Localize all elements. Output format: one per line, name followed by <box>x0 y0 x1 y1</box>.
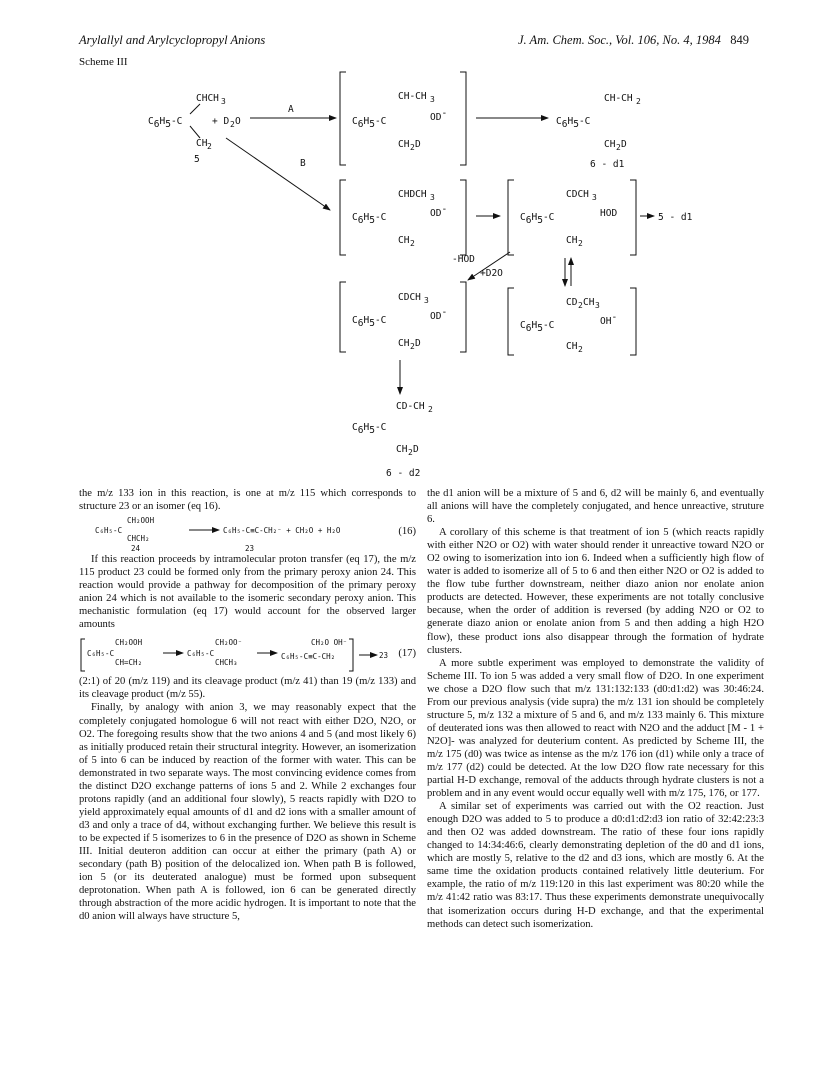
intermediate-cdoch3 <box>340 282 466 352</box>
svg-text:CH: CH <box>398 235 410 246</box>
path-b-label: B <box>300 158 306 169</box>
path-a-label: A <box>288 104 294 115</box>
svg-text:HOD: HOD <box>600 208 618 219</box>
svg-text:CHCH₃: CHCH₃ <box>215 658 238 668</box>
svg-text:2: 2 <box>207 142 212 151</box>
svg-text:C₆H₅-C: C₆H₅-C <box>187 649 215 659</box>
svg-text:CDCH: CDCH <box>398 292 421 303</box>
svg-text:CH₂OOH: CH₂OOH <box>127 516 155 526</box>
label-5-d1: 5 - d1 <box>658 212 693 223</box>
svg-text:CH: CH <box>604 139 616 150</box>
svg-text:CHDCH: CHDCH <box>398 189 427 200</box>
svg-text:CD: CD <box>566 297 578 308</box>
svg-text:CH: CH <box>566 235 578 246</box>
svg-text:C₆H₅-C: C₆H₅-C <box>95 526 123 536</box>
svg-text:CH₂O OH⁻: CH₂O OH⁻ <box>311 638 348 648</box>
equation-17-structures <box>79 635 389 675</box>
svg-text:CH: CH <box>583 297 595 308</box>
label-6-d1: 6 - d1 <box>590 159 625 170</box>
svg-text:3: 3 <box>424 296 429 305</box>
svg-text:3: 3 <box>430 193 435 202</box>
svg-text:CH=CH₂: CH=CH₂ <box>115 658 143 668</box>
equation-16-number: (16) <box>398 526 416 538</box>
svg-text:CH: CH <box>398 139 410 150</box>
svg-text:D: D <box>415 338 421 349</box>
structure-6-d2 <box>352 401 433 457</box>
paragraph: the m/z 133 ion in this reaction, is one at m/z 115 which corresponds to structure 23 or an isomer (eq 16). <box>79 488 416 513</box>
page-number: 849 <box>730 33 749 47</box>
paragraph: If this reaction proceeds by intramolecular proton transfer (eq 17), the m/z 115 product 23 could be formed only from the primary peroxy anion 24. This reaction would provide a pathway for decomposition of the primary peroxy anion 24 which is not available to the isomeric secondary peroxy anion. This mechanistic formulation (eq 17) would account for the observed larger amounts <box>79 554 416 631</box>
svg-text:CHCH: CHCH <box>196 93 219 104</box>
svg-text:CHCH₂: CHCH₂ <box>127 534 150 544</box>
scheme-label: Scheme III <box>79 56 128 68</box>
svg-text:CH₂OO⁻: CH₂OO⁻ <box>215 638 243 648</box>
eq17-product-label: 23 <box>379 651 389 661</box>
svg-text:CH-CH: CH-CH <box>398 91 427 102</box>
minus-hod-label: -HOD <box>452 254 475 265</box>
svg-text:C6H5-C: C6H5-C <box>352 212 387 226</box>
scheme-iii-diagram <box>0 0 821 490</box>
svg-text:C₆H₅-C≡C-CH₂: C₆H₅-C≡C-CH₂ <box>281 652 336 662</box>
paragraph: A more subtle experiment was employed to demonstrate the validity of Scheme III. To ion 5 was added a very small flow of D2O. In one experiment we chose a D2O flow such that m/z 131:132:133 (d0:d1:d2) was 30:46:24. From our previous analysis (vide supra) the m/z 131 ion should be completely structure 5, m/z 132 a mixture of 5 and 6, and m/z 133 mainly 6. This mixture of deuterated ions was then allowed to react with N2O and the adduct [M - 1 + N2O]- was analyzed for deuterium content. As predicted by Scheme III, the m/z 175 (d0) was twice as intense as the m/z 176 ion (d1) while only a trace of m/z 177 (d2) could be detected. At the low D2O flow rate necessary for this partial H-D exchange, removal of the adducts through hydrate clusters is not a problem and in any event would occur equally well with m/z 175, 176, or 177. <box>427 657 764 800</box>
structure-5 <box>148 93 241 151</box>
svg-text:C6H5-C: C6H5-C <box>352 422 387 436</box>
svg-text:3: 3 <box>430 95 435 104</box>
path-b-arrow <box>226 138 330 210</box>
left-column <box>79 487 416 923</box>
intermediate-path-a <box>340 72 466 165</box>
svg-text:D: D <box>415 139 421 150</box>
svg-text:C₆H₅-C: C₆H₅-C <box>87 649 115 659</box>
equilibrium-arrows <box>565 258 571 286</box>
svg-text:OD-: OD- <box>430 307 448 322</box>
paragraph: (2:1) of 20 (m/z 119) and its cleavage product (m/z 41) than 19 (m/z 133) and its cleavage product (m/z 55). <box>79 676 416 701</box>
paragraph: Finally, by analogy with anion 3, we may reasonably expect that the completely conjugated homologue 6 will not react with either D2O, N2O, or O2. The foregoing results show that the two anions 4 and 5 (and most likely 6) as initially produced retain their structural integrity. However, an isomerization of 5 into 6 can be induced by reaction of the former with water. This can be demonstrated in two separate ways. The most convincing evidence comes from the distinct D2O exchange patterns of ions 5 and 2. While 2 exchanges four protons rapidly (and an additional four slowly), 5 reacts rapidly with D2O to yield approximately equal amounts of d1 and d2 ions with a smaller amount of d3 and only a trace of d4, without exchanging further. We believe this result is to be expected if 5 isomerizes to 6 in the presence of D2O as shown in Scheme III. Initial deuteron addition can occur at either the primary (path A) or secondary (path B) position of the delocalized ion. When path B is followed, ion 5 (or its deuterated analogue) must be formed upon subsequent deprotonation. When path A is followed, ion 6 can be generated directly through abstraction of the more acidic hydrogen. It is important to note that the d0 anion will always have structure 5, <box>79 702 416 923</box>
svg-text:2: 2 <box>578 345 583 354</box>
svg-text:D: D <box>621 139 627 150</box>
svg-text:D: D <box>413 444 419 455</box>
journal-citation: J. Am. Chem. Soc., Vol. 106, No. 4, 1984 <box>517 33 721 47</box>
svg-text:CDCH: CDCH <box>566 189 589 200</box>
label-24: 24 <box>131 544 141 554</box>
svg-text:3: 3 <box>595 301 600 310</box>
svg-text:2: 2 <box>578 301 583 310</box>
paragraph: the d1 anion will be a mixture of 5 and 6, d2 will be mainly 6, and eventually all anions will have the completely conjugated, and hence unreactive, struture 6. <box>427 488 764 526</box>
svg-text:CH: CH <box>396 444 408 455</box>
intermediate-path-b <box>340 180 466 255</box>
structure-6-d1 <box>556 93 641 152</box>
svg-text:CH: CH <box>196 138 208 149</box>
intermediate-cdch3 <box>508 180 636 255</box>
svg-text:2: 2 <box>230 120 235 129</box>
right-column <box>427 487 764 931</box>
svg-text:C6H5-C: C6H5-C <box>352 116 387 130</box>
svg-text:2: 2 <box>410 239 415 248</box>
paragraph: A similar set of experiments was carried out with the O2 reaction. Just enough D2O was added to 5 to produce a d0:d1:d2:d3 ion ratio of 32:42:23:3 and then O2 was added downstream. The ratio of these four ions rapidly changed to 14:34:46:6, clearly demonstrating depletion of the d0 and d1 ions, which are mostly 5, relative to the d2 and d3 ions, which are mostly 6. At the same time the oxidation products contained relatively little deuterium. For example, the ratio of m/z 119:120 in this last experiment was 80:20 while the m/z 41:42 ratio was 83:17. Thus these experiments demonstrate unequivocally that isomerization occurs during H-D exchange, and that the experimental methods can detect such isomerization. <box>427 801 764 930</box>
svg-text:CD-CH: CD-CH <box>396 401 425 412</box>
svg-text:CH₂OOH: CH₂OOH <box>115 638 143 648</box>
svg-text:2: 2 <box>578 239 583 248</box>
equation-17 <box>79 635 416 675</box>
svg-text:OH-: OH- <box>600 312 618 327</box>
svg-text:+ D: + D <box>212 116 230 127</box>
label-5: 5 <box>194 154 200 165</box>
svg-text:CH-CH: CH-CH <box>604 93 633 104</box>
svg-text:2: 2 <box>410 342 415 351</box>
svg-text:C6H5-C: C6H5-C <box>352 315 387 329</box>
svg-text:2: 2 <box>636 97 641 106</box>
paragraph: A corollary of this scheme is that treatment of ion 5 (which reacts rapidly with either N2O or O2) with water should render it unreactive toward N2O or O2 owing to isomerization into ion 6. Indeed when a sufficiently high flow of water is added to isomerize all of 5 to 6 and then either N2O or O2 is added to the flow tube further downstream, neither diazo anion nor enolate anion products are detected. However, these experiments are not totally conclusive because, when the order of addition is reversed (by adding N2O or O2 to generate diazo anion or enolate anion from 5 and then adding a high H2O flow), these product ions also disappear through the formation of hydrate clusters. <box>427 527 764 656</box>
svg-text:C6H5-C: C6H5-C <box>520 212 555 226</box>
svg-text:3: 3 <box>592 193 597 202</box>
svg-text:3: 3 <box>221 97 226 106</box>
svg-text:2: 2 <box>428 405 433 414</box>
equation-16-structures <box>79 513 379 553</box>
label-23: 23 <box>245 544 255 554</box>
plus-d2o-label: +D2O <box>480 268 503 279</box>
equation-17-number: (17) <box>398 648 416 660</box>
svg-text:2: 2 <box>408 448 413 457</box>
intermediate-cd2ch3 <box>508 288 636 355</box>
svg-text:OD-: OD- <box>430 108 448 123</box>
svg-text:CH: CH <box>566 341 578 352</box>
svg-text:2: 2 <box>616 143 621 152</box>
svg-text:C6H5-C: C6H5-C <box>556 116 591 130</box>
svg-text:C₆H₅-C≡C-CH₂⁻ + CH₂O + H₂O: C₆H₅-C≡C-CH₂⁻ + CH₂O + H₂O <box>223 526 341 536</box>
svg-text:O: O <box>235 116 241 127</box>
svg-text:C6H5-C: C6H5-C <box>148 116 183 130</box>
running-head-title: Arylallyl and Arylcyclopropyl Anions <box>79 33 266 47</box>
label-6-d2: 6 - d2 <box>386 468 421 479</box>
svg-text:OD-: OD- <box>430 204 448 219</box>
equation-16 <box>79 513 416 553</box>
svg-text:CH: CH <box>398 338 410 349</box>
svg-text:C6H5-C: C6H5-C <box>520 320 555 334</box>
svg-text:2: 2 <box>410 143 415 152</box>
